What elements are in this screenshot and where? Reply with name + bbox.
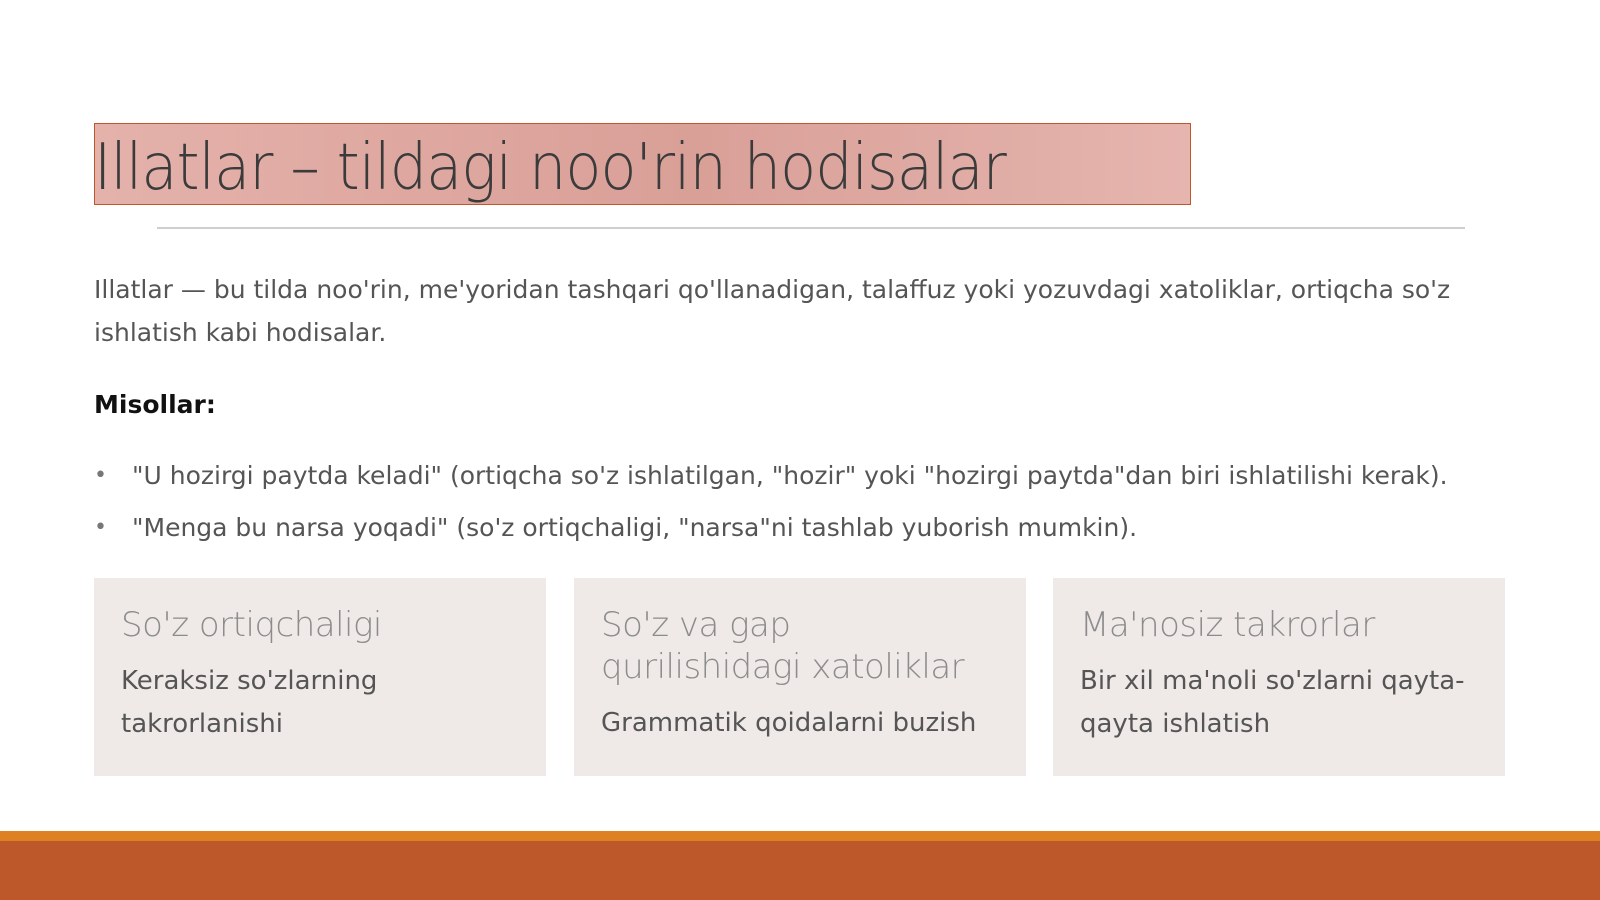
slide-title[interactable]: Illatlar – tildagi noo'rin hodisalar xyxy=(94,131,1006,205)
example-text-2: "Menga bu narsa yoqadi" (so'z ortiqchaligi, "narsa"ni tashlab yuborish mumkin). xyxy=(132,513,1138,542)
examples-heading: Misollar: xyxy=(94,390,216,419)
example-text-1: "U hozirgi paytda keladi" (ortiqcha so'z ishlatilgan, "hozir" yoki "hozirgi paytda"dan biri ishlatilishi kerak). xyxy=(132,461,1448,490)
title-divider xyxy=(157,227,1465,229)
example-item-1 xyxy=(94,456,1534,496)
card-meaningless-repetitions xyxy=(1053,578,1505,776)
footer-accent-stripe xyxy=(0,831,1600,841)
bullet-icon: • xyxy=(94,515,107,540)
card-body: Bir xil ma'noli so'zlarni qayta-qayta ishlatish xyxy=(1080,666,1465,739)
bullet-icon: • xyxy=(94,463,107,488)
card-construction-errors xyxy=(574,578,1026,776)
example-item-2 xyxy=(94,508,1534,548)
footer-bar xyxy=(0,841,1600,900)
card-title: So'z ortiqchaligi xyxy=(121,605,382,645)
card-title: So'z va gap qurilishidagi xatoliklar xyxy=(601,605,965,687)
card-body: Keraksiz so'zlarning takrorlanishi xyxy=(121,666,378,739)
card-title: Ma'nosiz takrorlar xyxy=(1080,605,1375,645)
card-word-redundancy xyxy=(94,578,546,776)
intro-paragraph: Illatlar — bu tilda noo'rin, me'yoridan tashqari qo'llanadigan, talaffuz yoki yozuvdagi xatoliklar, ortiqcha so'z ishlatish kabi hodisalar. xyxy=(94,275,1451,347)
card-body: Grammatik qoidalarni buzish xyxy=(601,708,977,738)
examples-list xyxy=(94,456,1534,548)
